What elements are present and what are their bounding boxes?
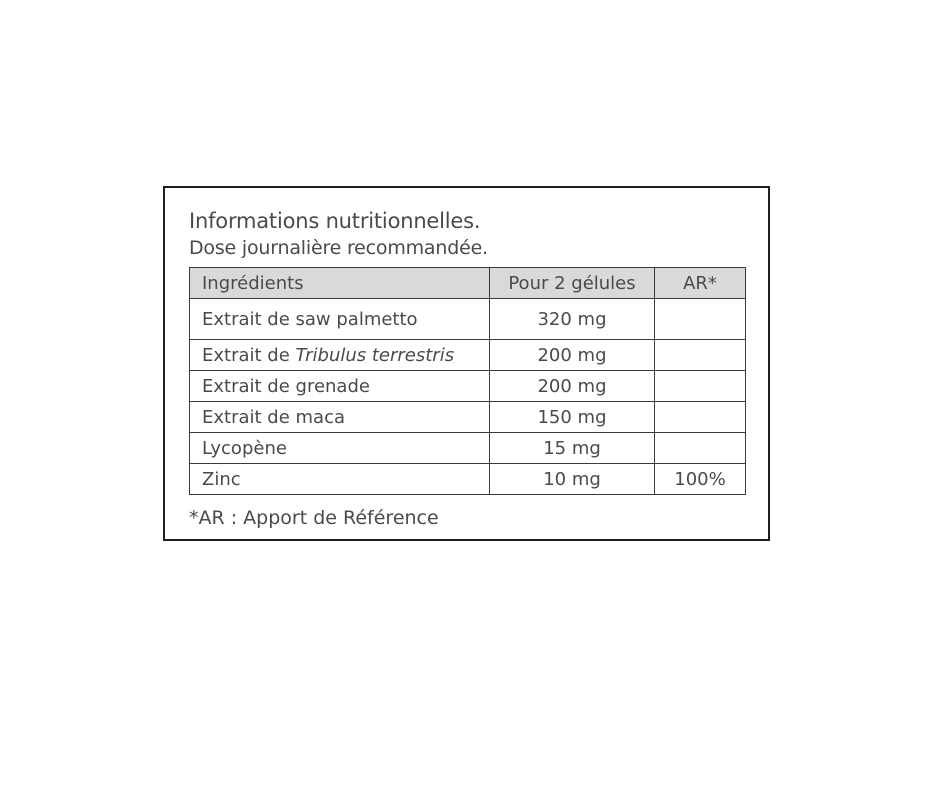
dose-cell: 150 mg [490,402,655,433]
ar-cell [655,433,746,464]
ar-cell [655,371,746,402]
dose-cell: 200 mg [490,340,655,371]
table-row [190,299,746,340]
ingredient-name: Extrait de [202,344,296,366]
table-row [190,371,746,402]
ingredient-cell [190,402,490,433]
header-ingredients: Ingrédients [190,268,490,299]
ingredient-name: Extrait de saw palmetto [202,308,418,330]
table-header-row [190,268,746,299]
nutrition-table [189,267,746,495]
ingredient-name-italic: Tribulus terrestris [295,344,455,366]
ar-cell [655,340,746,371]
header-dose: Pour 2 gélules [490,268,655,299]
ingredient-cell [190,340,490,371]
ar-cell [655,402,746,433]
ingredient-cell [190,464,490,495]
table-row [190,402,746,433]
table-row [190,433,746,464]
header-ar: AR* [655,268,746,299]
ingredient-name: Extrait de maca [202,406,346,428]
dose-cell: 15 mg [490,433,655,464]
panel-title: Informations nutritionnelles. [189,209,481,233]
dose-cell: 320 mg [490,299,655,340]
ingredient-name: Zinc [202,468,241,490]
ingredient-name: Extrait de grenade [202,375,370,397]
ingredient-cell [190,371,490,402]
footnote: *AR : Apport de Référence [189,507,439,529]
panel-subtitle: Dose journalière recommandée. [189,237,488,259]
ingredient-name: Lycopène [202,437,287,459]
nutrition-info-panel [163,186,770,541]
dose-cell: 10 mg [490,464,655,495]
table-row [190,464,746,495]
ingredient-cell [190,299,490,340]
ar-cell: 100% [655,464,746,495]
table-row [190,340,746,371]
ar-cell [655,299,746,340]
dose-cell: 200 mg [490,371,655,402]
ingredient-cell [190,433,490,464]
